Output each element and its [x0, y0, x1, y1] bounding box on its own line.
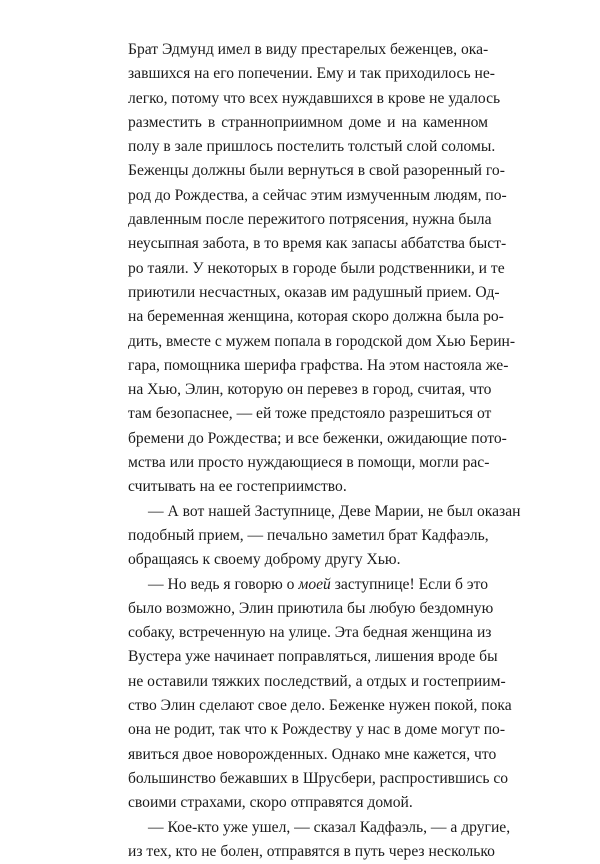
text-line	[128, 573, 488, 597]
text-line: подобный прием, — печально заметил брат Кадфаэль,	[128, 524, 488, 548]
text-run: — Но ведь я говорю о	[148, 576, 298, 593]
text-line: на Хью, Элин, которую он перевез в город, считая, что	[128, 378, 488, 402]
paragraph-2	[128, 500, 488, 573]
text-line: считывать на ее гостеприимство.	[128, 475, 488, 499]
text-line: было возможно, Элин приютила бы любую бездомную	[128, 597, 488, 621]
text-line: ство Элин сделают свое дело. Беженке нужен покой, пока	[128, 694, 488, 718]
text-line: приютили несчастных, оказав им радушный прием. Од-	[128, 281, 488, 305]
emphasis-word: моей	[298, 576, 330, 593]
paragraph-1	[128, 38, 488, 500]
text-line: — Кое-кто уже ушел, — сказал Кадфаэль, — а другие,	[128, 816, 488, 840]
text-line: явиться двое новорожденных. Однако мне кажется, что	[128, 743, 488, 767]
text-line: там безопаснее, — ей тоже предстояло разрешиться от	[128, 402, 488, 426]
text-line: не оставили тяжких последствий, а отдых и гостеприим-	[128, 670, 488, 694]
text-line: род до Рождества, а сейчас этим измученным людям, по-	[128, 184, 488, 208]
text-line: бремени до Рождества; и все беженки, ожидающие пото-	[128, 427, 488, 451]
text-line: неусыпная забота, в то время как запасы аббатства быст-	[128, 232, 488, 256]
page-text	[128, 38, 488, 864]
text-line: завшихся на его попечении. Ему и так приходилось не-	[128, 62, 488, 86]
text-line: обращаясь к своему доброму другу Хью.	[128, 548, 488, 572]
text-line: она не родит, так что к Рождеству у нас в доме могут по-	[128, 718, 488, 742]
text-line: Вустера уже начинает поправляться, лишения вроде бы	[128, 645, 488, 669]
text-line: легко, потому что всех нуждавшихся в крове не удалось	[128, 87, 488, 111]
paragraph-4	[128, 816, 488, 864]
text-line: большинство бежавших в Шрусбери, распростившись со	[128, 767, 488, 791]
text-line: полу в зале пришлось постелить толстый слой соломы.	[128, 135, 488, 159]
text-line: из тех, кто не болен, отправятся в путь через несколько	[128, 840, 488, 864]
text-line: гара, помощника шерифа графства. На этом настояла же-	[128, 354, 488, 378]
text-line: Брат Эдмунд имел в виду престарелых беженцев, ока-	[128, 38, 488, 62]
text-line: собаку, встреченную на улице. Эта бедная женщина из	[128, 621, 488, 645]
text-line: на беременная женщина, которая скоро должна была ро-	[128, 305, 488, 329]
text-line: давленным после пережитого потрясения, нужна была	[128, 208, 488, 232]
text-line: ро таяли. У некоторых в городе были родственники, и те	[128, 257, 488, 281]
text-line: дить, вместе с мужем попала в городской дом Хью Берин-	[128, 330, 488, 354]
text-line: — А вот нашей Заступнице, Деве Марии, не был оказан	[128, 500, 488, 524]
text-line: Беженцы должны были вернуться в свой разоренный го-	[128, 159, 488, 183]
text-line: мства или просто нуждающиеся в помощи, могли рас-	[128, 451, 488, 475]
text-line: своими страхами, скоро отправятся домой.	[128, 791, 488, 815]
paragraph-3	[128, 573, 488, 816]
text-line: разместить в странноприимном доме и на каменном	[128, 111, 488, 135]
text-run: заступнице! Если б это	[331, 576, 488, 593]
